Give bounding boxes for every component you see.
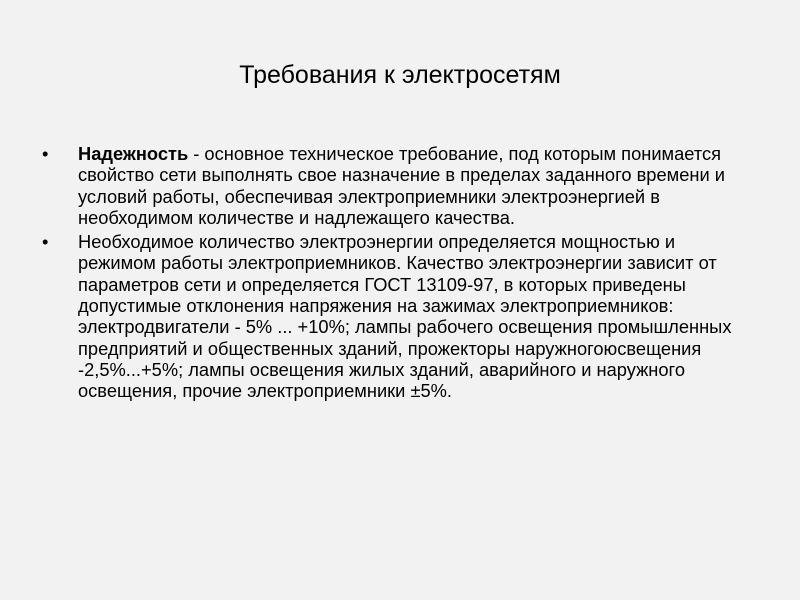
slide-title: Требования к электросетям (239, 61, 561, 89)
bullet-text: Необходимое количество электроэнергии определяется мощностью и режимом работы электроприемников. Качество электроэнергии зависит от параметров сети и определяется ГОСТ 13109-97, в которых приведены допустимые отклонения напряжения на зажимах электроприемников: электродвигатели - 5% ... +10%; лампы рабочего освещения промышленных предприятий и общественных зданий, прожекторы наружногоюсвещения -2,5%...+5%; лампы освещения жилых зданий, аварийного и наружного освещения, прочие электроприемники ±5%. (78, 231, 732, 402)
bullet-lead-term: Надежность (78, 143, 189, 164)
bullet-dot-icon: • (42, 143, 49, 164)
bullet-dot-icon: • (42, 231, 49, 253)
bullet-item-power-quality (38, 231, 748, 401)
bullet-list (38, 143, 748, 405)
bullet-item-reliability (38, 143, 748, 228)
bullet-text: - основное техническое требование, под которым понимается свойство сети выполнять свое назначение в пределах заданного времени и условий работы, обеспечивая электроприемники электроэнергией в необходимом количестве и надлежащего качества. (78, 143, 725, 228)
